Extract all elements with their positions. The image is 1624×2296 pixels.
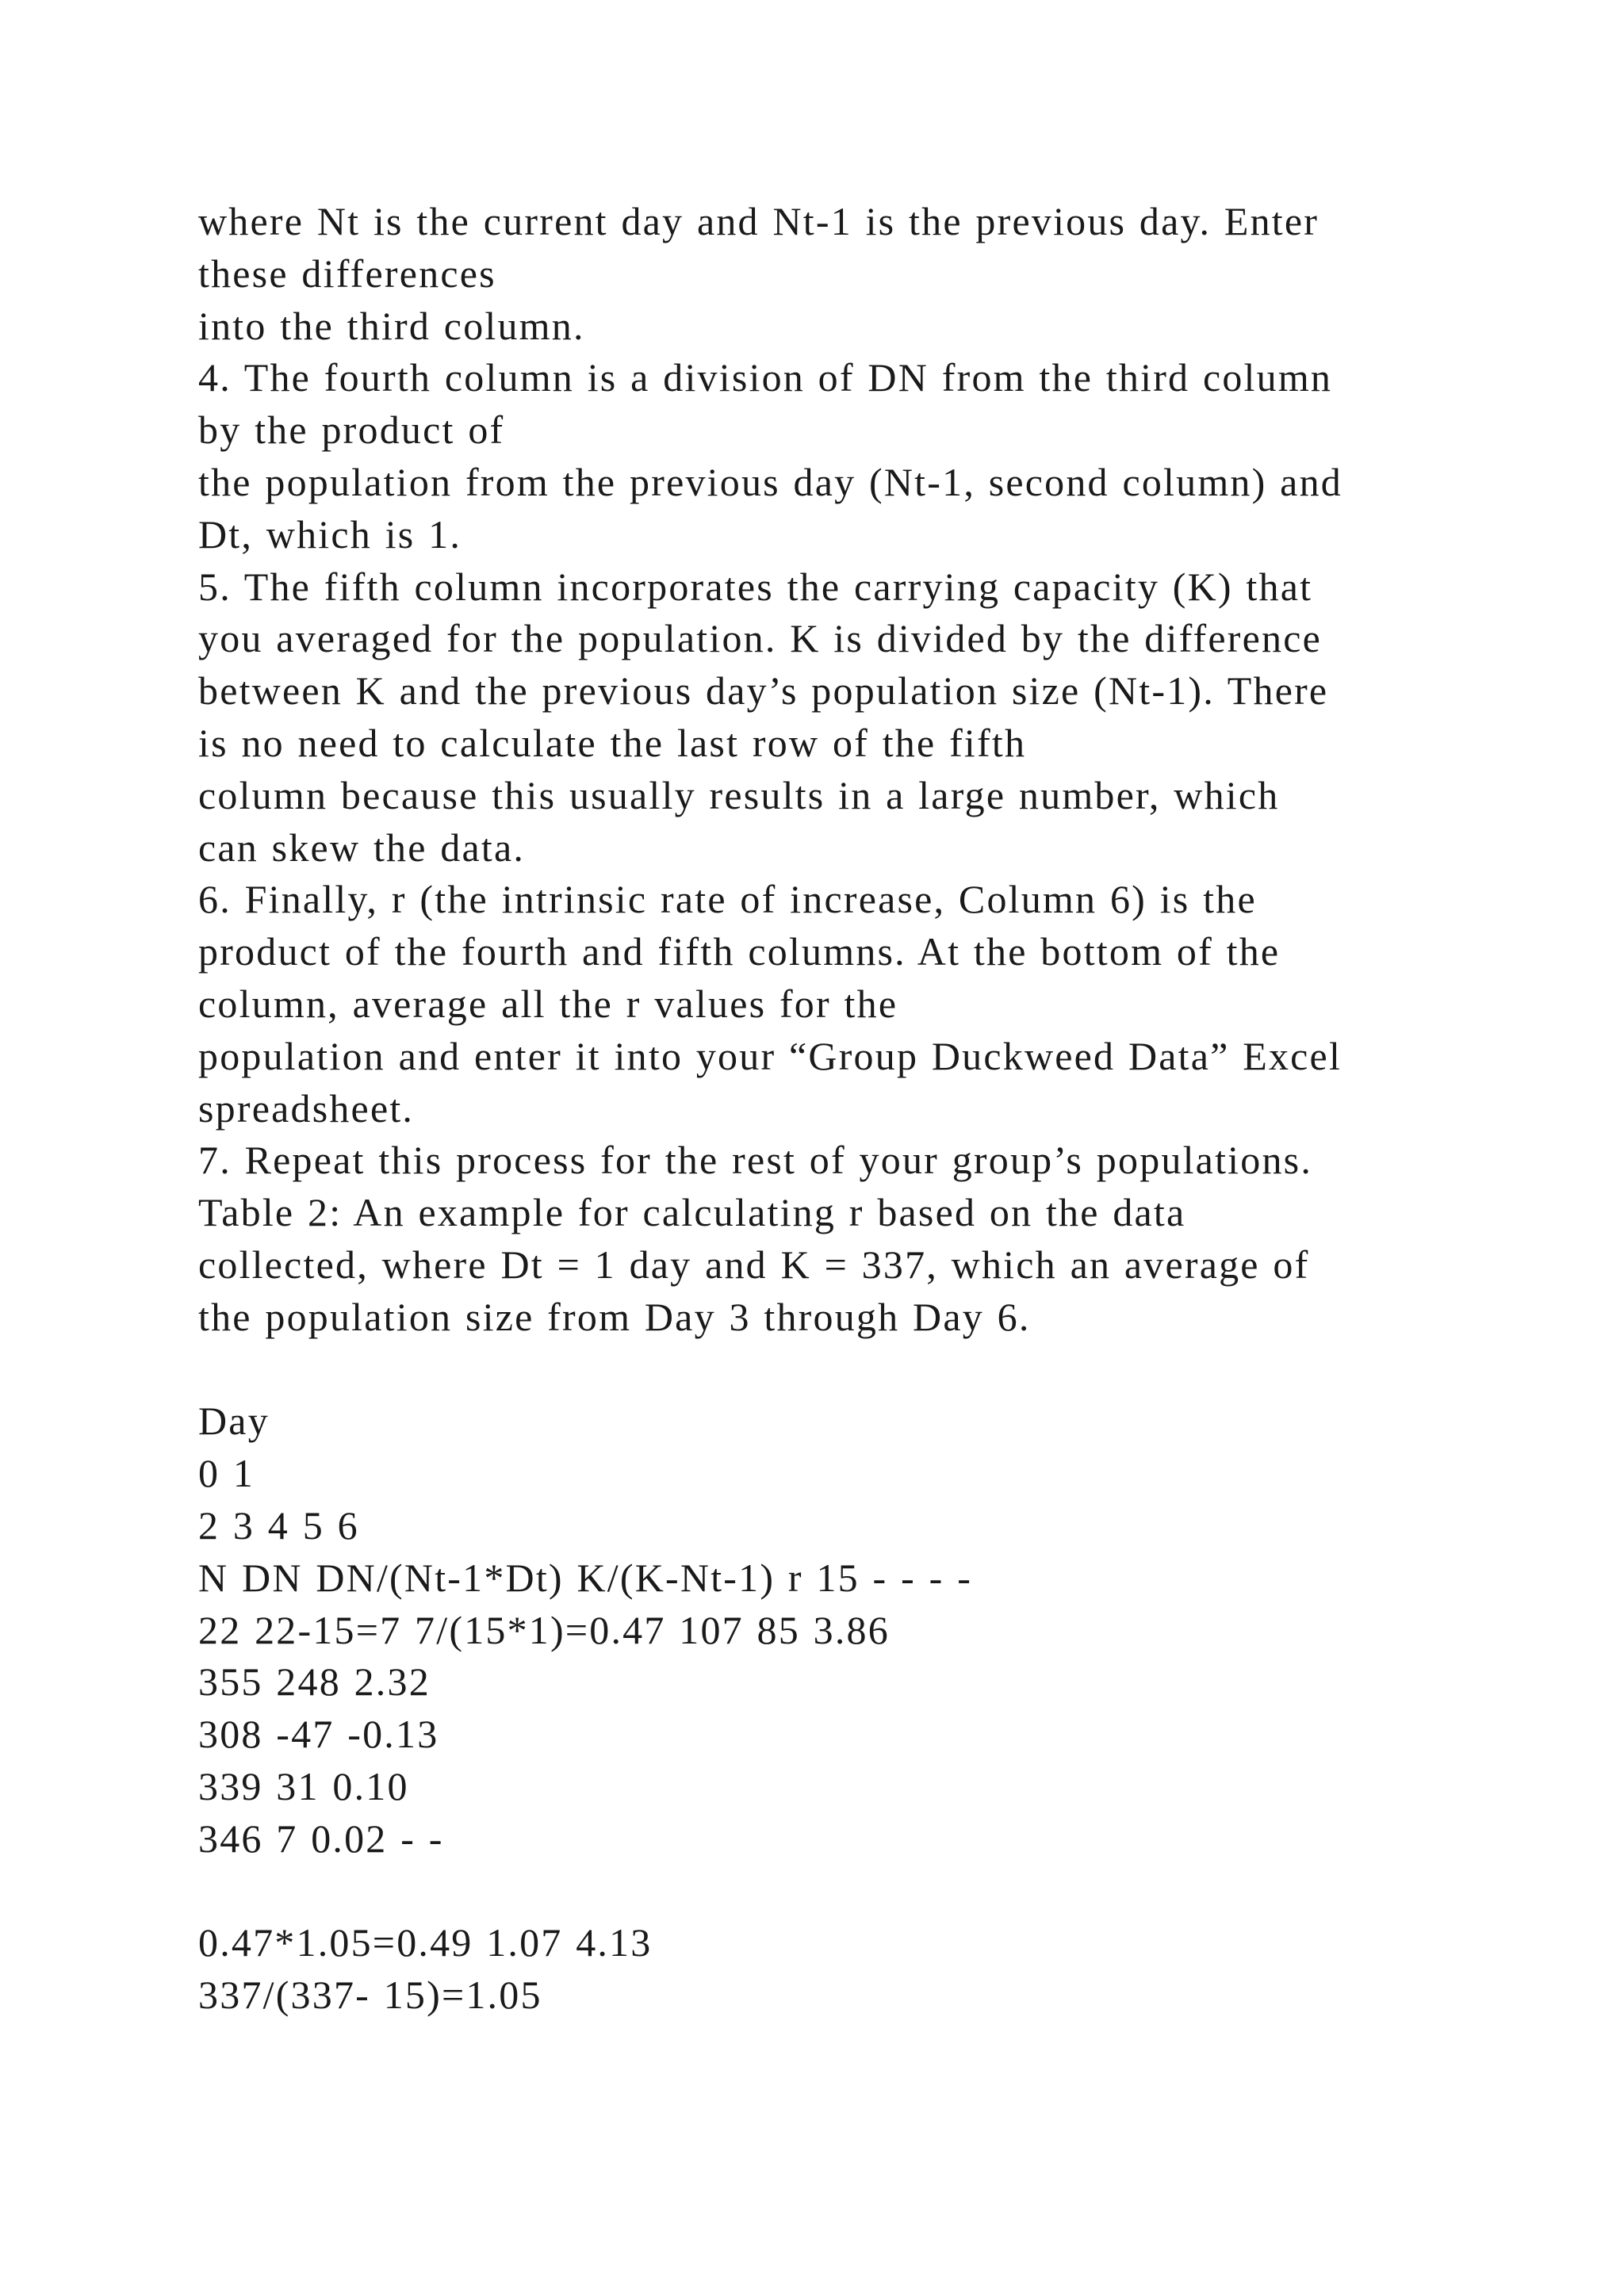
table-text-line: 0.47*1.05=0.49 1.07 4.13 [198, 1920, 653, 1965]
text-line: is no need to calculate the last row of the fifth [198, 720, 1027, 765]
table-text-line: 337/(337- 15)=1.05 [198, 1973, 542, 2018]
text-line: can skew the data. [198, 825, 526, 870]
table-text-line: Day [198, 1399, 270, 1444]
text-line: 5. The fifth column incorporates the carrying capacity (K) that [198, 564, 1313, 609]
blank-line [198, 1344, 1546, 1396]
table-caption-line: collected, where Dt = 1 day and K = 337, which an average of [198, 1242, 1310, 1287]
document-body [198, 196, 1546, 2022]
text-line: between K and the previous day’s population size (Nt-1). There [198, 668, 1329, 714]
table-text-line: 346 7 0.02 - - [198, 1816, 444, 1861]
text-line: where Nt is the current day and Nt-1 is the previous day. Enter [198, 199, 1320, 243]
table-text-line: 2 3 4 5 6 [198, 1502, 359, 1548]
table-text-line: 355 248 2.32 [198, 1659, 431, 1705]
text-line: these differences [198, 251, 496, 296]
table-text-line: 339 31 0.10 [198, 1763, 409, 1808]
text-line: column, average all the r values for the [198, 981, 898, 1026]
table-caption-line: the population size from Day 3 through Day 6. [198, 1294, 1031, 1339]
table-text-line: 22 22-15=7 7/(15*1)=0.47 107 85 3.86 [198, 1607, 890, 1652]
text-line: column because this usually results in a large number, which [198, 772, 1280, 817]
text-line: Dt, which is 1. [198, 511, 462, 557]
text-line: you averaged for the population. K is divided by the difference [198, 616, 1322, 661]
text-line: 7. Repeat this process for the rest of your group’s populations. [198, 1138, 1313, 1183]
text-line: 4. The fourth column is a division of DN from the third column [198, 355, 1333, 400]
text-line: spreadsheet. [198, 1085, 415, 1131]
table-text-line: 308 -47 -0.13 [198, 1712, 439, 1757]
table-text-line: 0 1 [198, 1451, 255, 1496]
text-line: population and enter it into your “Group Duckweed Data” Excel [198, 1033, 1342, 1078]
text-line: the population from the previous day (Nt-1, second column) and [198, 459, 1342, 504]
text-line: by the product of [198, 408, 505, 453]
blank-line [198, 1866, 1546, 1918]
text-line: product of the fourth and fifth columns. At the bottom of the [198, 929, 1281, 974]
table-caption-line: Table 2: An example for calculating r based on the data [198, 1190, 1186, 1235]
table-text-line: N DN DN/(Nt-1*Dt) K/(K-Nt-1) r 15 - - - - [198, 1555, 973, 1600]
text-line: into the third column. [198, 303, 585, 348]
text-line: 6. Finally, r (the intrinsic rate of increase, Column 6) is the [198, 877, 1257, 922]
